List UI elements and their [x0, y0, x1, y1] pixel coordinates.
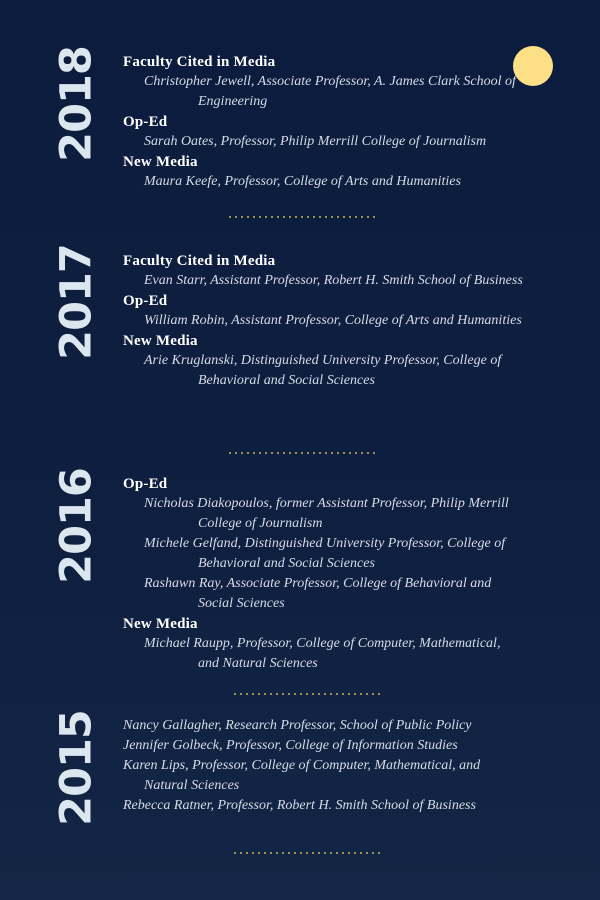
category-op-ed: Op-Ed — [123, 476, 168, 492]
category-faculty-cited: Faculty Cited in Media — [123, 54, 276, 70]
entry: Michele Gelfand, Distinguished University Professor, College of Behavioral and Social Sciences — [144, 536, 506, 571]
entry: Rashawn Ray, Associate Professor, College of Behavioral and Social Sciences — [144, 576, 492, 611]
section-2017 — [123, 251, 523, 391]
dotted-divider — [232, 693, 382, 695]
category-new-media: New Media — [123, 154, 198, 170]
year-2015: 2015 — [51, 710, 102, 826]
dotted-divider — [227, 216, 377, 218]
section-2015 — [123, 716, 523, 816]
entry: Michael Raupp, Professor, College of Computer, Mathematical, and Natural Sciences — [144, 636, 501, 671]
year-2017: 2017 — [51, 244, 102, 360]
section-2018 — [123, 52, 523, 192]
category-faculty-cited: Faculty Cited in Media — [123, 253, 276, 269]
category-new-media: New Media — [123, 333, 198, 349]
entry: Rebecca Ratner, Professor, Robert H. Smith School of Business — [123, 798, 476, 813]
category-op-ed: Op-Ed — [123, 114, 168, 130]
category-op-ed: Op-Ed — [123, 293, 168, 309]
entry: Sarah Oates, Professor, Philip Merrill College of Journalism — [144, 134, 487, 149]
dotted-divider — [232, 852, 382, 854]
entry: William Robin, Assistant Professor, College of Arts and Humanities — [144, 313, 522, 328]
entry: Jennifer Golbeck, Professor, College of Information Studies — [123, 738, 458, 753]
entry: Nancy Gallagher, Research Professor, School of Public Policy — [123, 718, 472, 733]
entry: Karen Lips, Professor, College of Computer, Mathematical, and Natural Sciences — [123, 758, 481, 793]
dotted-divider — [227, 452, 377, 454]
entry: Maura Keefe, Professor, College of Arts and Humanities — [144, 174, 461, 189]
year-2018: 2018 — [51, 46, 102, 162]
year-2016: 2016 — [51, 468, 102, 584]
entry: Nicholas Diakopoulos, former Assistant Professor, Philip Merrill College of Journalism — [144, 496, 509, 531]
entry: Evan Starr, Assistant Professor, Robert H. Smith School of Business — [144, 273, 523, 288]
entry: Arie Kruglanski, Distinguished University Professor, College of Behavioral and Social Sciences — [144, 353, 502, 388]
section-2016 — [123, 474, 523, 674]
category-new-media: New Media — [123, 616, 198, 632]
entry: Christopher Jewell, Associate Professor, A. James Clark School of Engineering — [144, 74, 516, 109]
